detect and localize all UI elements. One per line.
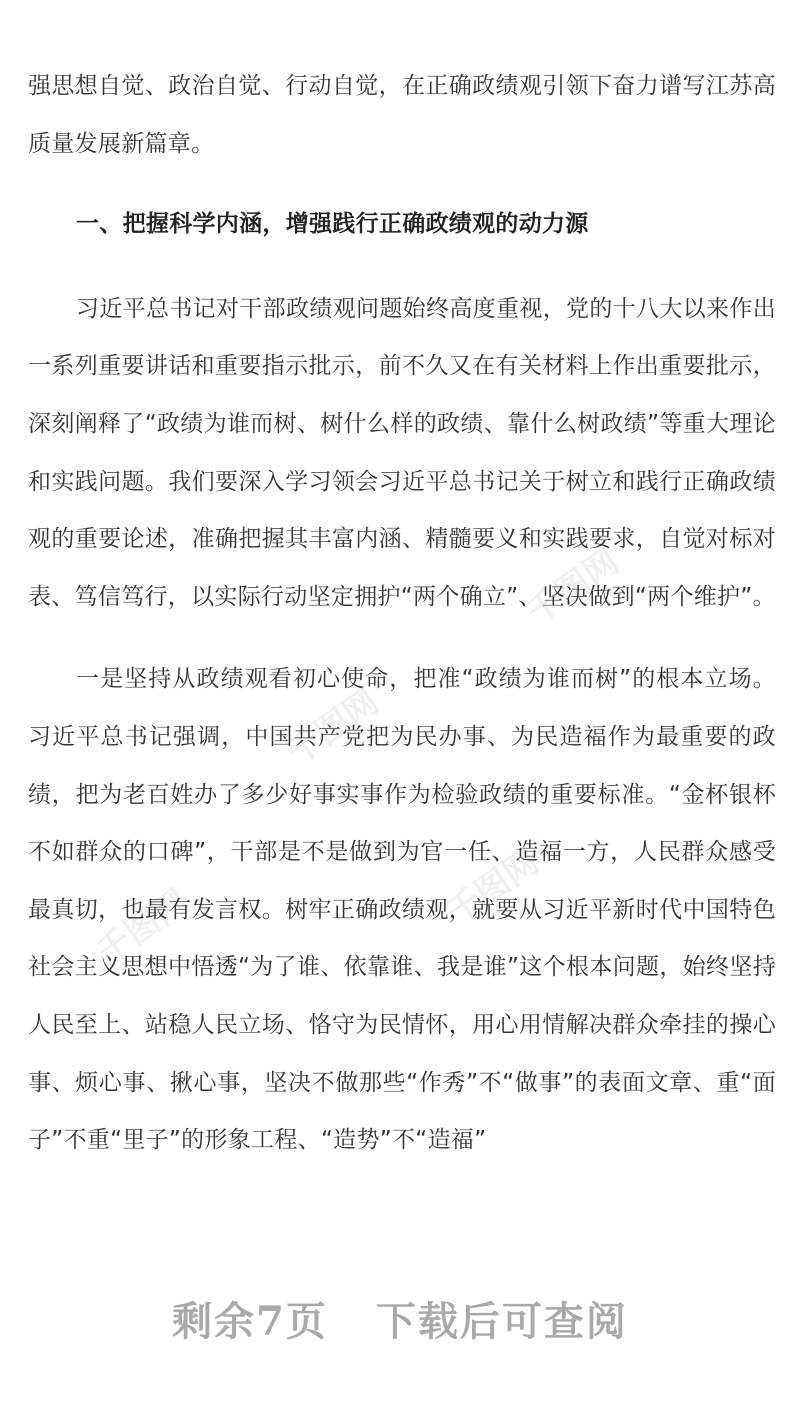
watermark: 千图网 <box>89 881 197 974</box>
watermark: 千图网 <box>279 681 387 774</box>
section-heading: 一、把握科学内涵，增强践行正确政绩观的动力源 <box>76 211 589 238</box>
document-body <box>28 58 776 1170</box>
watermark: 千图网 <box>519 541 627 634</box>
remaining-pages-label: 剩余7页 <box>172 1298 328 1345</box>
paragraph-continued: 强思想自觉、政治自觉、行动自觉，在正确政绩观引领下奋力谱写江苏高质量发展新篇章。 <box>28 73 776 157</box>
paragraph: 习近平总书记对干部政绩观问题始终高度重视，党的十八大以来作出一系列重要讲话和重要指示批示，前不久又在有关材料上作出重要批示，深刻阐释了“政绩为谁而树、树什么样的政绩、靠什么树政绩”等重大理论和实践问题。我们要深入学习领会习近平总书记关于树立和践行正确政绩观的重要论述，准确把握其丰富内涵、精髓要义和实践要求，自觉对标对表、笃信笃行，以实际行动坚定拥护“两个确立”、坚决做到“两个维护”。 <box>28 295 776 610</box>
download-prompt[interactable] <box>0 1290 800 1347</box>
download-to-view-label: 下载后可查阅 <box>375 1298 628 1345</box>
watermark: 千图网 <box>439 841 547 934</box>
paragraph: 一是坚持从政绩观看初心使命，把准“政绩为谁而树”的根本立场。习近平总书记强调，中国共产党把为民办事、为民造福作为最重要的政绩，把为老百姓办了多少好事实事作为检验政绩的重要标准。“金杯银杯不如群众的口碑”，干部是不是做到为官一任、造福一方，人民群众感受最真切，也最有发言权。树牢正确政绩观，就要从习近平新时代中国特色社会主义思想中悟透“为了谁、依靠谁、我是谁”这个根本问题，始终坚持人民至上、站稳人民立场、恪守为民情怀，用心用情解决群众牵挂的操心事、烦心事、揪心事，坚决不做那些“作秀”不“做事”的表面文章、重“面子”不重“里子”的形象工程、“造势”不“造福” <box>28 666 776 1154</box>
